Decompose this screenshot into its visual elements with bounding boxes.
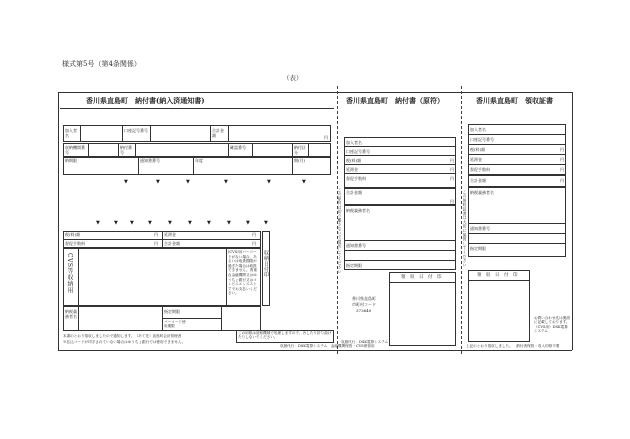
orig-payer-name-label: 納税義務者名 — [346, 208, 370, 213]
orig-code: 373640 — [356, 308, 372, 313]
month-label: 期(月) — [294, 158, 306, 163]
orig-town: 香川県直島町 — [352, 296, 376, 301]
orig-stamp-label: 領 収 日 付 印 — [401, 275, 442, 280]
arrow-down-icon: ▼ — [264, 220, 268, 226]
cvs-note: (CVS用)バーコードがない場合、あるいは取扱期限が過ぎた場合は取扱できません。貴重な金融機関又はゆうちょ銀行又はコンビニエンスストアでお支払いください。 — [228, 250, 257, 296]
arrow-down-icon: ▼ — [267, 179, 271, 185]
bottom-border — [58, 350, 572, 351]
cvs-label: CVS等収納用 — [66, 253, 73, 294]
arrow-down-icon: ▼ — [124, 179, 128, 185]
side-label: （表） — [283, 74, 303, 82]
tax-label: 税(料)額 — [65, 232, 81, 237]
rcpt-note: お問い合わせ先は裏面に記載しております。（CVS用）DSK電算システム — [534, 316, 570, 334]
notice-header: 香川県直島町 納付書(納入済通知書) — [86, 96, 205, 105]
rcpt-payer-label: 加入者名 — [470, 127, 486, 132]
notice-text: 本書のとおり領収しましたので通知します。（あて先）直島町会計管理者 — [63, 334, 182, 338]
rcpt-instruction: この領収証書は大切に保管してください — [463, 190, 468, 268]
perforation-right — [461, 86, 462, 354]
orig-payer-label: 加入者名 — [346, 140, 362, 145]
orig-stamp-box — [389, 272, 456, 346]
top-border — [58, 92, 572, 93]
bank-label: 収納機関番号 — [65, 145, 85, 155]
rcpt-notice-no-label: 通知書番号 — [470, 226, 490, 231]
account-label: 口座記号番号 — [124, 128, 148, 133]
notice-text2: ※払込コードが印字されていない場合はゆうちょ銀行では使用できません。 — [63, 340, 186, 344]
confirm-label: 確認番号 — [230, 145, 246, 150]
rcpt-total-label: 合計金額 — [470, 178, 486, 183]
left-border — [58, 92, 59, 350]
arrow-down-icon: ▼ — [114, 220, 118, 226]
rcpt-footer: 上記のとおり領収しました。 納付者保管・収入印紙不要 — [466, 344, 560, 348]
orig-footer: 収納代行：DSK電算システム — [341, 340, 389, 344]
rcpt-overdue-label: 延滞金 — [470, 157, 482, 162]
arrow-down-icon: ▼ — [188, 220, 192, 226]
arrow-down-icon: ▼ — [246, 220, 250, 226]
arrow-down-icon: ▼ — [168, 220, 172, 226]
rcpt-tax-label: 税(料)額 — [470, 147, 486, 152]
category-label: 納付区分 — [294, 145, 306, 155]
main-footer: 収納代行：DSK電算システム 金融機関保管・CVS保管用 — [280, 344, 375, 348]
teller-stamp-label: 収納日付印 — [263, 250, 269, 278]
orig-overdue-label: 延滞金 — [346, 167, 358, 172]
right-border — [572, 92, 573, 350]
arrow-down-icon: ▼ — [302, 179, 306, 185]
arrow-down-icon: ▼ — [207, 220, 211, 226]
bank-row — [63, 143, 331, 157]
orig-designated-label: 指定期限 — [346, 263, 362, 268]
rcpt-stamp-label: 領 収 日 付 印 — [477, 273, 518, 278]
orig-notice-no-label: 通知書番号 — [346, 243, 366, 248]
rcpt-account-label: 口座記号番号 — [470, 137, 494, 142]
original-header: 香川県直島町 納付書（原符） — [346, 96, 444, 105]
notice-no-label: 通知書番号 — [140, 158, 160, 163]
period-label: 納期限 — [65, 158, 77, 163]
orig-instruction: この原符は切り離さないで提出してください — [338, 188, 343, 274]
arrow-down-icon: ▼ — [96, 220, 100, 226]
form-number: 様式第5号（第4条関係） — [62, 60, 141, 68]
arrow-down-icon: ▼ — [156, 179, 160, 185]
arrow-down-icon: ▼ — [224, 179, 228, 185]
payment-no-label: 納付番号 — [120, 145, 132, 155]
receipt-header: 香川県直島町 領収証書 — [476, 96, 553, 105]
warning-text: この用紙は読取機械で処理しますので、汚したり折り曲げたりしないでください。 — [238, 331, 332, 340]
orig-tax-label: 税(料)額 — [346, 158, 362, 163]
year-label: 年度 — [195, 158, 203, 163]
total2-label: 合計金額 — [164, 241, 180, 246]
arrow-down-icon: ▼ — [148, 220, 152, 226]
rcpt-payer-name-label: 納税義務者名 — [470, 190, 494, 195]
overdue-label: 延滞金 — [164, 232, 176, 237]
designated-label: 指定期限 — [164, 309, 180, 314]
fee-label: 督促手数料 — [65, 241, 85, 246]
payer-row — [63, 125, 331, 142]
total-label: 合計金額 — [212, 128, 224, 138]
orig-total-label: 合計金額 — [346, 190, 362, 195]
orig-fee-label: 督促手数料 — [346, 176, 366, 181]
barcode-label: バーコード使用期限 — [164, 320, 186, 329]
rcpt-designated-label: 指定期限 — [470, 246, 486, 251]
payer-label: 加入者名 — [65, 128, 77, 138]
header-rule — [60, 108, 334, 109]
arrow-down-icon: ▼ — [130, 220, 134, 226]
yen-mark: 円 — [324, 135, 328, 140]
payer-name-label: 納税義務者名 — [65, 309, 77, 319]
arrow-down-icon: ▼ — [227, 220, 231, 226]
orig-account-label: 口座記号番号 — [346, 149, 370, 154]
rcpt-fee-label: 督促手数料 — [470, 167, 490, 172]
orig-code-label: 市町村コード — [352, 302, 376, 307]
arrow-down-icon: ▼ — [186, 179, 190, 185]
